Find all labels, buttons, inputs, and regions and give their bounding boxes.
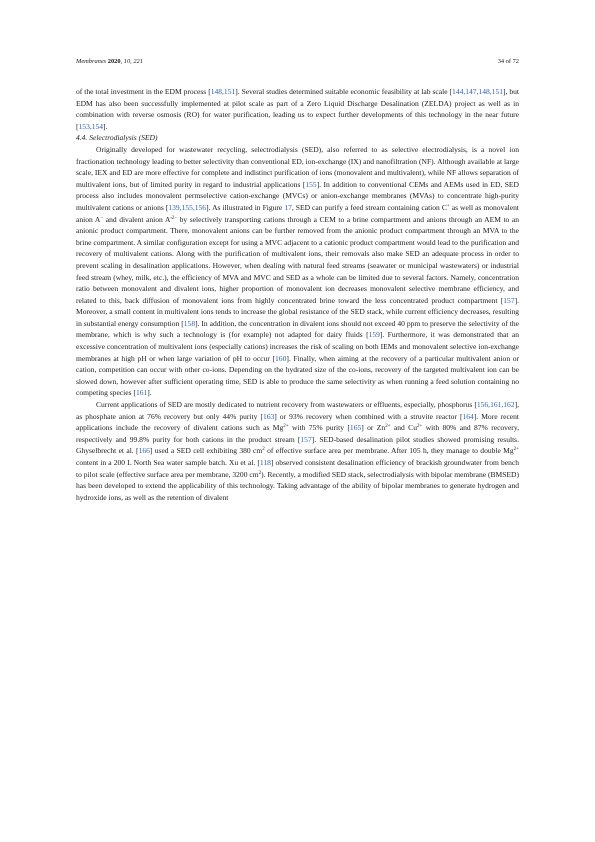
citation-link[interactable]: 166 bbox=[138, 446, 150, 456]
figure-link[interactable]: 17 bbox=[284, 202, 292, 212]
citation-link[interactable]: 164 bbox=[462, 411, 474, 421]
section-heading: 4.4. Selectrodialysis (SED) bbox=[76, 133, 158, 143]
citation-link[interactable]: 163 bbox=[262, 411, 275, 421]
citation-link[interactable]: 148,151 bbox=[210, 87, 236, 96]
page-number: 34 of 72 bbox=[497, 58, 519, 65]
paragraph-continued: of the total investment in the EDM process [148,151]. Several studies determined suitable economic feasibility at lab scale [144,147,148,151], but EDM has also been successfully implemented at pilot scale as part of a Zero Liquid Discharge Desalination (ZELDA) project as well as in combination with reverse osmosis (RO) for water purification, leading us to expect further developments of this technology in the near future [153,154]. bbox=[76, 87, 520, 131]
journal-citation bbox=[76, 58, 143, 65]
journal-volume-pages: , 10, 221 bbox=[120, 58, 143, 65]
citation-link[interactable]: 118 bbox=[259, 458, 271, 467]
citation-link[interactable]: 157 bbox=[300, 434, 312, 444]
citation-link[interactable]: 159 bbox=[368, 330, 380, 340]
paragraph-sed-applications: Current applications of SED are mostly dedicated to nutrient recovery from wastewaters or effluents, especially, phosphorus [156,161,162], as phosphate anion at 76% recovery but only 44% purity [163] or 93% recovery when combined with a struvite reactor [164]. More recent applications include the recovery of divalent cations such as $Mg^{2+}$ with 75% purity [165] or $Zn^{2+}$ and $Cu^{2+}$ with 80% and 87% recovery, respectively and 99.8% purity for both cations in the product stream [157]. SED-based desalination pilot studies showed promising results. Ghyselbrecht et al. [166] used a SED cell exhibiting 380 $cm^2$ of effective surface area per membrane. After 105 h, they manage to double $Mg^{2+}$ content in a 200 L North Sea water sample batch. Xu et al. [118] observed consistent desalination efficiency of brackish groundwater from bench to pilot scale (effective surface area per membrane, 3200 $cm^2$). Recently, a modified SED stack, selectrodialysis with bipolar membrane (BMSED) has been developed to extend the applicability of this technology. Taking advantage of the ability of bipolar membranes to generate hydrogen and hydroxide ions, as well as the retention of divalent bbox=[76, 400, 520, 502]
citation-link[interactable]: 144,147,148,151 bbox=[452, 87, 503, 96]
citation-link[interactable]: 153,154 bbox=[78, 121, 104, 131]
citation-link[interactable]: 139,155,156 bbox=[168, 202, 207, 212]
citation-link[interactable]: 157 bbox=[503, 295, 515, 305]
citation-link[interactable]: 156,161,162 bbox=[476, 400, 515, 410]
citation-link[interactable]: 160 bbox=[275, 353, 287, 363]
citation-link[interactable]: 158 bbox=[183, 318, 196, 328]
paragraph-sed-intro: Originally developed for wastewater recycling, selectrodialysis (SED), also referred to as selective electrodialysis, is a novel ion fractionation technology leading to better selectivity than conventional ED, ion-exchange (IX) and nanofiltration (NF). Although available at large scale, IEX and ED are more effective for complete and indistinct purification of ions (monovalent and multivalent), while NF allows separation of multivalent ions, but of limited purity in regard to industrial applications [155]. In addition to conventional CEMs and AEMs used in ED, SED process also includes monovalent permselective cation-exchange (MVCs) or anion-exchange membranes (MVAs) to concentrate high-purity multivalent cations or anions [139,155,156]. As illustrated in Figure 17, SED can purify a feed stream containing cation C+ as well as monovalent anion A− and divalent anion $A'^{2-}$ by selectively transporting cations through a CEM to a brine compartment and anions through an AEM to an anionic product compartment. There, monovalent anions can be further removed from the anionic product compartment through an MVA to the brine compartment. A similar configuration except for using a MVC adjacent to a cationic product compartment would lead to the purification and recovery of multivalent cations. Along with the purification of multivalent ions, their removals also make SED an adequate process in order to prevent scaling in desalination applications. However, when dealing with natural feed streams (seawater or municipal wastewaters) or industrial feed stream (whey, milk, etc.), the efficiency of MVA and MVC and SED as a whole can be limited due to several factors. Namely, concentration ratio between monovalent and divalent ions, higher proportion of monovalent ion decreases monovalent selective membrane efficiency, and related to this, back diffusion of monovalent ions from highly concentrated brine toward the less concentrated product compartment [157]. Moreover, a small content in multivalent ions tends to increase the global resistance of the SED stack, while current efficiency decreases, resulting in substantial energy consumption [158]. In addition, the concentration in divalent ions should not exceed 40 ppm to preserve the selectivity of the membrane, which is why such a technology is (for example) not adapted for dairy fluids [159]. Furthermore, it was demonstrated that an excessive concentration of multivalent ions (especially cations) increases the risk of scaling on both IEMs and monovalent selective ion-exchange membranes at high pH or when large variation of pH to occur [160]. Finally, when aiming at the recovery of a particular multivalent anion or cation, competition can occur with other co-ions. Depending on the hydrated size of the co-ions, recovery of the targeted multivalent ion can be slowed down, however after sufficient operating time, SED is able to produce the same selectivity as when running a feed solution containing no competing species [161]. bbox=[76, 144, 520, 398]
main-text bbox=[76, 86, 519, 503]
page-header bbox=[76, 58, 519, 68]
citation-link[interactable]: 155 bbox=[305, 179, 317, 189]
journal-name: Membranes bbox=[76, 58, 107, 65]
citation-link[interactable]: 161 bbox=[135, 388, 148, 398]
journal-year: 2020 bbox=[107, 58, 121, 65]
citation-link[interactable]: 165 bbox=[349, 423, 362, 433]
